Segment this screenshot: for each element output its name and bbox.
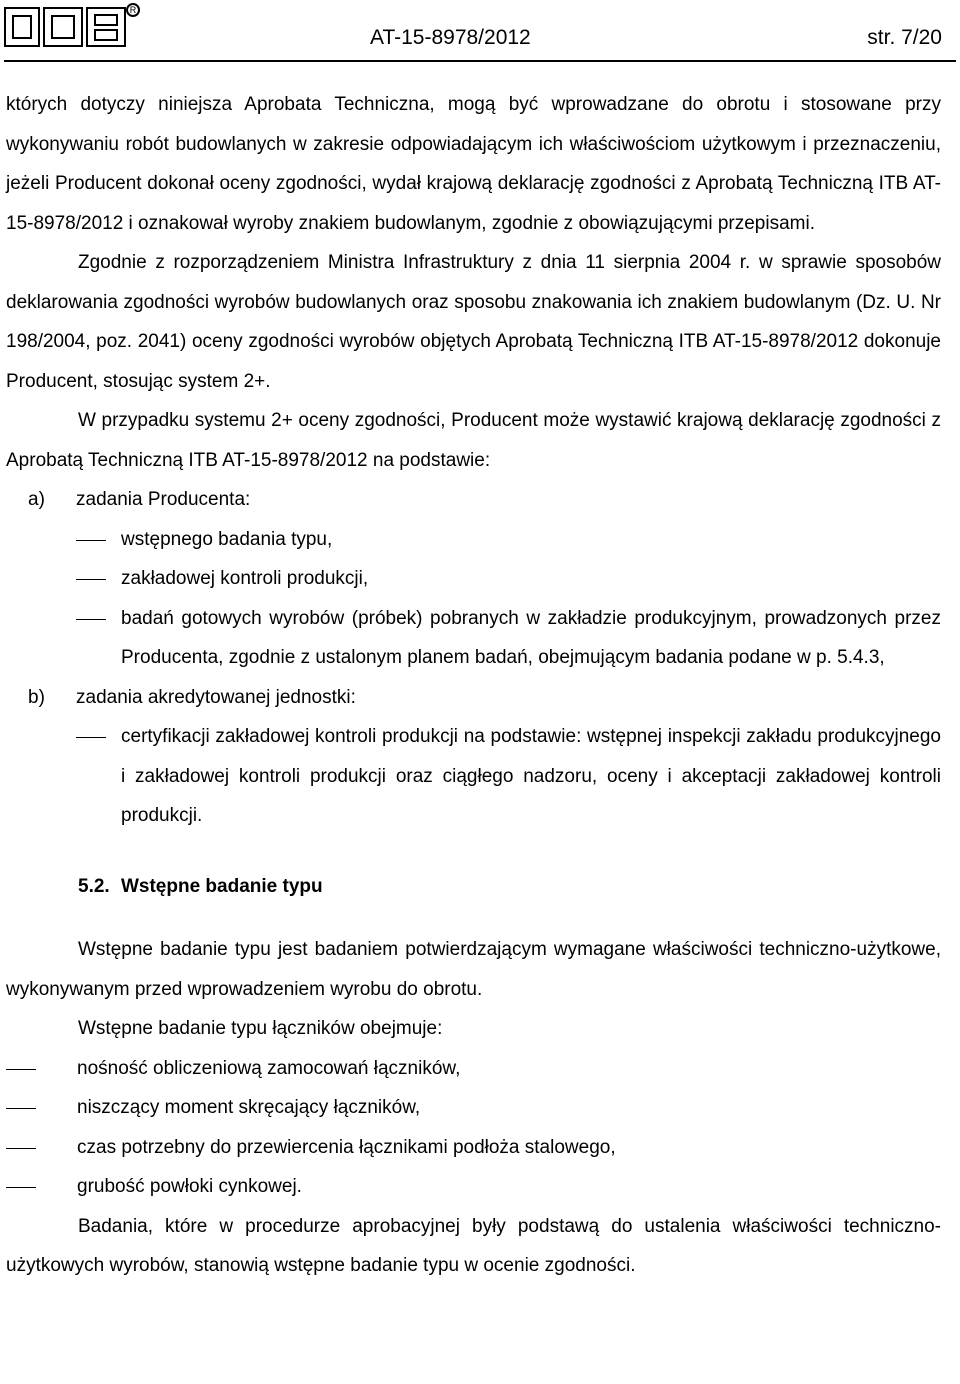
header-rule [4,60,956,62]
paragraph: W przypadku systemu 2+ oceny zgodności, Producent może wystawić krajową deklarację zgodności z Aprobatą Techniczną ITB AT-15-8978/2012 na podstawie: [6,410,941,471]
section-heading [6,867,941,907]
list-item-a [6,480,941,678]
list-marker: a) [28,489,45,510]
list-item: grubość powłoki cynkowej. [6,1167,941,1207]
document-code: AT-15-8978/2012 [370,26,531,49]
body-tasks-list [76,717,941,836]
list-item: niszczący moment skręcający łączników, [6,1088,941,1128]
list-item: certyfikacji zakładowej kontroli produkcji na podstawie: wstępnej inspekcji zakładu produkcyjnego i zakładowej kontroli produkcji oraz ciągłego nadzoru, oceny i akceptacji zakładowej kontroli produkcji. [76,717,941,836]
paragraph: których dotyczy niniejsza Aprobata Techniczna, mogą być wprowadzane do obrotu i stosowane przy wykonywaniu robót budowlanych w zakresie odpowiadającym ich właściwościom użytkowym i przeznaczeniu, jeżeli Producent dokonał oceny zgodności, wydał krajową deklarację zgodności z Aprobatą Techniczną ITB AT-15-8978/2012 i oznakował wyroby znakiem budowlanym, zgodnie z obowiązującymi przepisami. [6,94,941,234]
paragraph: Wstępne badanie typu łączników obejmuje: [78,1018,443,1039]
paragraph: Wstępne badanie typu jest badaniem potwierdzającym wymagane właściwości techniczno-użytkowe, wykonywanym przed wprowadzeniem wyrobu do obrotu. [6,939,941,1000]
svg-text:R: R [129,5,137,15]
page-number: str. 7/20 [867,26,942,49]
producer-tasks-list [76,520,941,678]
list-marker: b) [28,686,45,708]
itb-logo [4,2,140,48]
list-item: badań gotowych wyrobów (próbek) pobranych w zakładzie produkcyjnym, prowadzonych przez Producenta, zgodnie z ustalonym planem badań, obejmującym badania podane w p. 5.4.3, [76,599,941,678]
section-title: Wstępne badanie typu [120,875,323,897]
page-header [0,0,960,62]
list-item: nośność obliczeniową zamocowań łączników, [6,1049,941,1089]
paragraph: Zgodnie z rozporządzeniem Ministra Infrastruktury z dnia 11 sierpnia 2004 r. w sprawie sposobów deklarowania zgodności wyrobów budowlanych oraz sposobu znakowania ich znakiem budowlanym (Dz. U. Nr 198/2004, poz. 2041) oceny zgodności wyrobów objętych Aprobatą Techniczną ITB AT-15-8978/2012 dokonuje Producent, stosując system 2+. [6,252,941,392]
list-item: wstępnego badania typu, [76,520,941,560]
list-item-label: zadania akredytowanej jednostki: [76,686,356,708]
section-number: 5.2. [78,875,110,897]
list-item-label: zadania Producenta: [76,489,251,510]
list-item: zakładowej kontroli produkcji, [76,559,941,599]
document-body [6,85,941,1286]
basis-list [6,480,941,836]
list-item: czas potrzebny do przewiercenia łącznikami podłoża stalowego, [6,1128,941,1168]
type-testing-list [6,1049,941,1207]
paragraph: Badania, które w procedurze aprobacyjnej były podstawą do ustalenia właściwości techniczno-użytkowych wyrobów, stanowią wstępne badanie typu w ocenie zgodności. [6,1215,941,1276]
list-item-b [6,678,941,836]
